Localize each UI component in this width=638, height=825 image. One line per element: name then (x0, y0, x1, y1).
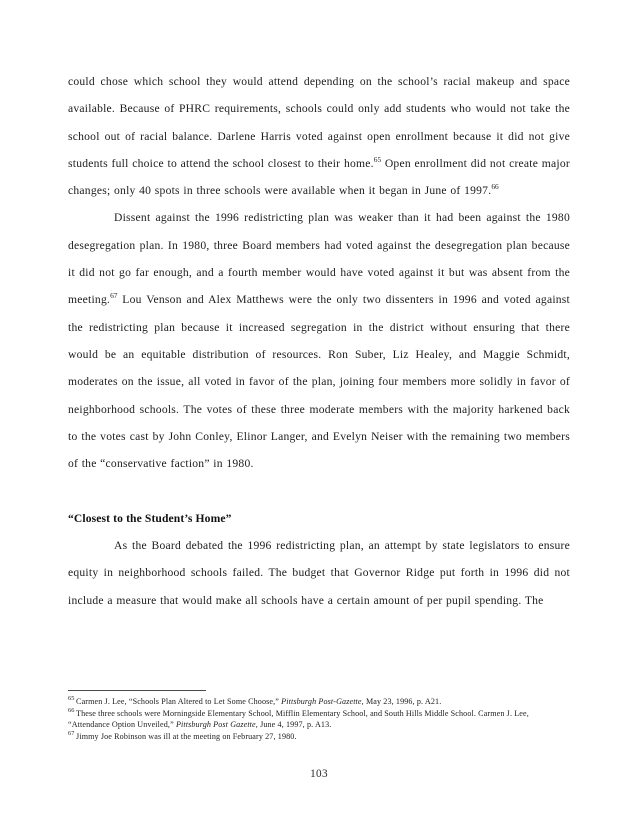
footnote-reference-65[interactable]: 65 (373, 155, 382, 165)
body-paragraph: could chose which school they would attend depending on the school’s racial makeup and space available. Because of PHRC requirements, schools could only add students who would not take the school out of racial balance. Darlene Harris voted against open enrollment because it did not give students full choice to attend the school closest to their home.$^{65}$ Open enrollment did not create major changes; only 40 spots in three schools were available when it began in June of 1997.66 (68, 75, 570, 198)
footnote-number: 65 (68, 695, 75, 703)
footnote-67: $^{67}$ Jimmy Joe Robinson was ill at the meeting on February 27, 1980. (68, 730, 297, 741)
section-heading: “Closest to the Student’s Home” (68, 511, 232, 525)
footnote-66: $^{66}$ These three schools were Morningside Elementary School, Mifflin Elementary School, and South Hills Middle School. Carmen J. Lee, “Attendance Option Unveiled,” Pittsburgh Post Gazette, June 4, 1997, p. A13. (68, 706, 529, 730)
body-paragraphs (68, 68, 570, 477)
body-paragraph: As the Board debated the 1996 redistricting plan, an attempt by state legislators to ensure equity in neighborhood schools failed. The budget that Governor Ridge put forth in 1996 did not include a measure that would make all schools have a certain amount of per pupil spending. The (68, 539, 570, 607)
footnote-reference-67[interactable]: 67 (110, 291, 118, 301)
citation-title: Pittsburgh Post-Gazette (281, 697, 362, 706)
footnotes-block (68, 690, 570, 742)
citation-title: Pittsburgh Post Gazette (175, 720, 256, 730)
heading-spacer (68, 477, 570, 504)
footnote-list (68, 696, 570, 742)
footnote-number: 67 (68, 730, 75, 738)
footnote-reference-66[interactable]: 66 (491, 182, 499, 192)
footnote-65: $^{65}$ Carmen J. Lee, “Schools Plan Altered to Let Some Choose,” Pittsburgh Post-Gazette, May 23, 1996, p. A21. (68, 695, 442, 706)
body-paragraphs-after-heading (68, 532, 570, 614)
footnote-number: 66 (68, 706, 75, 714)
page-number: 103 (310, 768, 328, 780)
body-text-block (68, 68, 570, 614)
body-paragraph: Dissent against the 1996 redistricting plan was weaker than it had been against the 1980 desegregation plan. In 1980, three Board members had voted against the desegregation plan because it did not go far enough, and a fourth member would have voted against it but was absent from the meeting.$^{67}$ Lou Venson and Alex Matthews were the only two dissenters in 1996 and voted against the redistricting plan because it increased segregation in the district without ensuring that there would be an equitable distribution of resources. Ron Suber, Liz Healey, and Maggie Schmidt, moderates on the issue, all voted in favor of the plan, joining four members more solidly in favor of neighborhood schools. The votes of these three moderate members with the majority harkened back to the votes cast by John Conley, Elinor Langer, and Evelyn Neiser with the remaining two members of the “conservative faction” in 1980. (68, 211, 570, 471)
footnote-separator-rule (68, 690, 206, 691)
